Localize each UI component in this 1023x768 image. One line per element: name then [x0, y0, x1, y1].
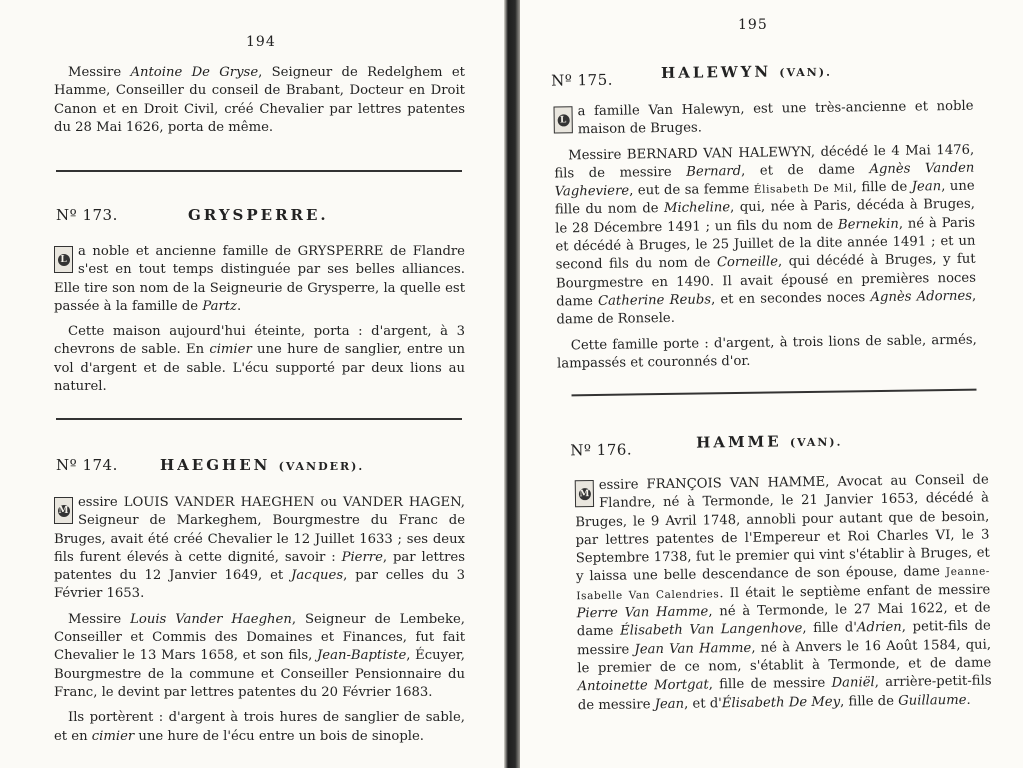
entry-174-p1c: , par celles du 3 Février 1653.	[54, 568, 465, 602]
entry-174-p1-i2: Jacques	[291, 568, 344, 584]
entry-176-p1k: .	[966, 692, 971, 708]
entry-176-p1i: , et d'	[684, 695, 722, 712]
entry-176-heading	[570, 432, 1010, 460]
entry-174-heading	[56, 456, 466, 474]
entry-176-p1-i1: Pierre Van Hamme	[576, 604, 709, 622]
entry-176-title-van: (VAN).	[789, 435, 843, 450]
entry-175-p2e: , une fille du nom de	[554, 178, 975, 219]
entry-173-number: Nº 173.	[56, 206, 118, 224]
entry-175-p2f: , qui, née à Paris, décéda à Bruges, le 28 Décembre 1491 ; un fils du nom de	[555, 197, 976, 237]
entry-175-p2c: , eut de sa femme	[629, 181, 754, 199]
entry-176-p1-sc1: Jeanne-Isabelle Van Calendries	[576, 565, 991, 603]
entry-173-p2-italic: cimier	[209, 342, 252, 358]
entry-174-p3-italic: cimier	[91, 728, 135, 744]
entry-175-p2-i4: Micheline	[663, 200, 731, 217]
book-gutter	[504, 0, 520, 768]
drop-cap-icon: M	[54, 497, 73, 524]
left-page	[0, 0, 505, 768]
entry-175-p2-i8: Agnès Adornes	[870, 288, 973, 306]
entry-176-p1-i2: Élisabeth Van Langenhove	[620, 621, 803, 640]
entry-174-text	[54, 494, 465, 753]
entry-175-p2-sc1: Élisabeth De Mil	[753, 182, 853, 196]
entry-176-p1-i6: Daniël	[831, 675, 875, 691]
drop-cap-icon: L	[54, 246, 73, 273]
intro-text-2: , Seigneur de Redelghem et Hamme, Conseiller du conseil de Brabant, Docteur en Droit Canon et en Droit Civil, créé Chevalier par lettres patentes du 28 Mai 1626, porta de même.	[54, 65, 465, 135]
entry-176-p1-i5: Antoinette Mortgat	[577, 677, 709, 695]
entry-176-title: HAMME	[696, 432, 782, 452]
entry-174-p2b: , Seigneur de Lembeke, Conseiller et Commis des Domaines et Finances, fut fait Chevalier le 13 Mars 1658, et son fils,	[54, 611, 465, 664]
entry-176-p1-i7: Jean	[654, 696, 685, 712]
entry-176-p1j: , fille de	[839, 693, 899, 710]
intro-paragraph	[54, 64, 465, 144]
right-page-content	[520, 0, 1023, 768]
entry-176-p1d: , fille d'	[802, 620, 858, 637]
entry-175-p2j: , dame de Ronsele.	[556, 288, 977, 328]
entry-174-title-van: (VANDER).	[278, 460, 365, 473]
section-divider	[572, 389, 977, 396]
entry-175-title: HALEWYN	[660, 62, 772, 83]
entry-174-p2a: Messire	[68, 611, 131, 627]
entry-175-heading	[551, 62, 991, 90]
entry-175-p2-i2: Agnès Vanden Vagheviere	[554, 160, 975, 200]
entry-175-p2-i5: Bernekin	[837, 216, 899, 233]
entry-175-p2a: Messire BERNARD VAN HALEWYN, décédé le 4 Mai 1476, fils de messire	[554, 142, 975, 182]
entry-176-p1b: . Il était le septième enfant de messire	[719, 582, 991, 602]
entry-173-title: GRYSPERRE.	[188, 206, 329, 224]
entry-175-text	[553, 98, 977, 381]
entry-175-p2-i1: Bernard	[686, 163, 742, 180]
entry-176-p1-i8: Élisabeth De Mey	[721, 694, 841, 711]
entry-175-p2-i7: Catherine Reubs	[597, 292, 712, 309]
entry-174-p1a: essire LOUIS VANDER HAEGHEN ou VANDER HAGEN, Seigneur de Markeghem, Bourgmestre du Franc de Bruges, avait été créé Chevalier le 12 Juillet 1633 ; ses deux fils furent élevés à cette dignité, savoir :	[54, 495, 465, 565]
entry-175-p2d: , fille de	[852, 179, 912, 196]
entry-175-p2b: , et de dame	[741, 162, 870, 179]
entry-176-p1h: , arrière-petit-fils de messire	[577, 673, 992, 713]
entry-175-p3: Cette famille porte : d'argent, à trois lions de sable, armés, lampassés et couronnés d'or.	[556, 332, 977, 372]
entry-176-p1g: , fille de messire	[708, 675, 832, 693]
entry-173-heading	[56, 206, 466, 224]
entry-174-title: HAEGHEN	[160, 456, 271, 474]
entry-174-p1b: , par lettres patentes du 12 Janvier 1649, et	[54, 549, 465, 584]
page-number-left: 194	[246, 34, 276, 50]
section-divider	[56, 170, 462, 172]
entry-174-p2-i2: Jean-Baptiste	[317, 648, 407, 664]
section-divider	[56, 418, 462, 420]
intro-text-1: Messire	[68, 65, 131, 80]
entry-176-p1-i9: Guillaume	[898, 692, 967, 709]
entry-175-title-van: (VAN).	[779, 65, 832, 80]
entry-173-p1-italic: Partz	[202, 298, 238, 314]
entry-176-p1e: , petit-fils de messire	[576, 618, 991, 658]
entry-174-number: Nº 174.	[56, 456, 118, 474]
entry-176-p1-i3: Adrien	[856, 620, 902, 636]
entry-176-p1-i4: Jean Van Hamme	[634, 640, 752, 658]
drop-cap-icon: L	[553, 106, 572, 133]
entry-173-p2b: une hure de sanglier, entre un vol d'argent et de sable. L'écu supporté par deux lions au naturel.	[54, 342, 465, 395]
drop-cap-icon: M	[575, 480, 594, 507]
entry-176-number: Nº 176.	[570, 440, 633, 460]
entry-174-p2c: , Écuyer, Bourgmestre de la commune et Conseiller Pensionnaire du Franc, le devint par lettres patentes du 20 Février 1683.	[54, 648, 465, 700]
entry-173-p1: a noble et ancienne famille de GRYSPERRE de Flandre s'est en tout temps distinguée par ses belles alliances. Elle tire son nom de la Seigneurie de Grysperre, la quelle est passée à la famille de	[54, 244, 465, 314]
intro-name: Antoine De Gryse	[130, 65, 259, 80]
right-page	[520, 0, 1023, 768]
entry-175-p2-i3: Jean	[911, 179, 942, 195]
entry-173-text	[54, 243, 465, 403]
entry-175-p2h: , qui décédé à Bruges, y fut Bourgmestre en 1490. Il avait épousé en premières noces dame	[555, 252, 977, 310]
page-number-right: 195	[738, 17, 768, 33]
entry-174-p3b: une hure de l'écu entre un bois de sinople.	[134, 728, 424, 744]
entry-176-p1f: , né à Anvers le 16 Août 1584, qui, le premier de ce nom, s'établit à Termonde, et de dame	[577, 637, 992, 677]
entry-175-p2g: , né à Paris et décédé à Bruges, le 25 Juillet de la dite année 1491 ; et un second fils du nom de	[555, 215, 976, 273]
entry-174-p2-i1: Louis Vander Haeghen	[130, 611, 292, 627]
entry-175-number: Nº 175.	[551, 70, 614, 90]
entry-176-p1c: , né à Termonde, le 27 Mai 1622, et de dame	[576, 600, 991, 640]
entry-176-text	[575, 472, 992, 723]
entry-175-p1: a famille Van Halewyn, est une très-ancienne et noble maison de Bruges.	[577, 98, 974, 138]
entry-174-p1-i1: Pierre	[341, 549, 383, 565]
entry-176-p1a: essire FRANÇOIS VAN HAMME, Avocat au Conseil de Flandre, né à Termonde, le 21 Janvier 1653, décédé à Bruges, le 9 Avril 1748, annobli pour autant que de besoin, par lettres patentes de l'Empereur et Roi Charles VI, le 3 Septembre 1738, fut le premier qui vint s'établir à Bruges, et y laissa une belle descendance de son épouse, dame	[575, 472, 990, 585]
entry-175-p2i: , et en secondes noces	[710, 290, 871, 308]
entry-173-p2a: Cette maison aujourd'hui éteinte, porta : d'argent, à 3 chevrons de sable. En	[54, 324, 465, 358]
entry-175-p2-i6: Corneille	[716, 254, 779, 271]
entry-174-p3a: Ils portèrent : d'argent à trois hures de sanglier de sable, et en	[54, 710, 465, 744]
entry-173-p1-end: .	[237, 298, 242, 314]
